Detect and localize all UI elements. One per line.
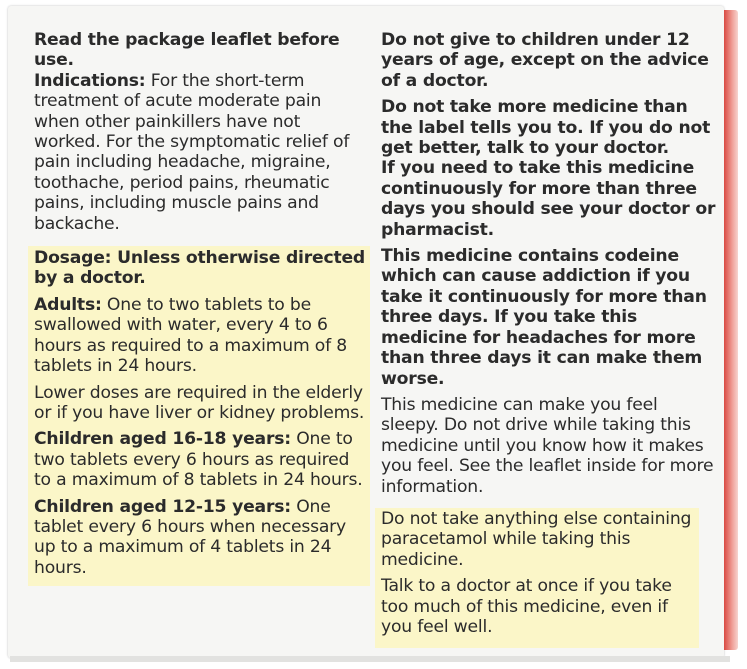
adults-text: One to two tablets to be swallowed with water, every 4 to 6 hours as required to a maximum of 8 tablets in 24 hours. (34, 294, 347, 377)
more-medicine-warning: Do not take more medicine than the label tells you to. If you do not get better, talk to your doctor. (381, 97, 711, 159)
under-12-warning: Do not give to children under 12 years of age, except on the advice of a doctor. (381, 30, 709, 91)
paracetamol-highlight (375, 508, 699, 648)
three-days-warning: If you need to take this medicine continuously for more than three days you should see your doctor or pharmacist. (381, 158, 716, 240)
indications-paragraph (34, 71, 370, 234)
children-12-15-text: One tablet every 6 hours when necessary up to a maximum of 4 tablets in 24 hours. (34, 496, 346, 578)
dosage-highlight (28, 246, 370, 586)
children-16-18-text: One to two tablets every 6 hours as required to a maximum of 8 tablets in 24 hours. (34, 429, 363, 491)
codeine-warning: This medicine contains codeine which can cause addiction if you take it continuously for more than three days. If you take this medicine for headaches for more than three days it can make them worse. (381, 246, 707, 389)
children-16-18-label: Children aged 16-18 years: (34, 429, 291, 450)
overdose-warning: Talk to a doctor at once if you take too much of this medicine, even if you feel well. (381, 576, 672, 637)
adults-label: Adults: (34, 294, 102, 315)
intro-heading: Read the package leaflet before use. (34, 30, 340, 71)
children-16-18-paragraph (34, 429, 370, 490)
indications-text: For the short-term treatment of acute moderate pain when other painkillers have not worked. For the symptomatic relief of pain including headache, migraine, toothache, period pains, rheumatic pains, including muscle pains and backache. (34, 70, 350, 234)
right-column (381, 30, 717, 648)
sleepy-warning: This medicine can make you feel sleepy. Do not drive while taking this medicine until you know how it makes you feel. See the leaflet inside for more information. (381, 394, 714, 497)
box-bottom-edge (10, 656, 730, 662)
box-side-edge (724, 10, 738, 650)
indications-label: Indications: (34, 70, 146, 91)
children-12-15-label: Children aged 12-15 years: (34, 496, 291, 517)
left-column (34, 30, 370, 586)
paracetamol-warning: Do not take anything else containing paracetamol while taking this medicine. (381, 508, 692, 570)
children-12-15-paragraph (34, 497, 370, 579)
dosage-heading: Dosage: Unless otherwise directed by a doctor. (34, 248, 366, 289)
adults-paragraph (34, 295, 370, 377)
lower-doses-paragraph: Lower doses are required in the elderly or if you have liver or kidney problems. (34, 382, 365, 423)
